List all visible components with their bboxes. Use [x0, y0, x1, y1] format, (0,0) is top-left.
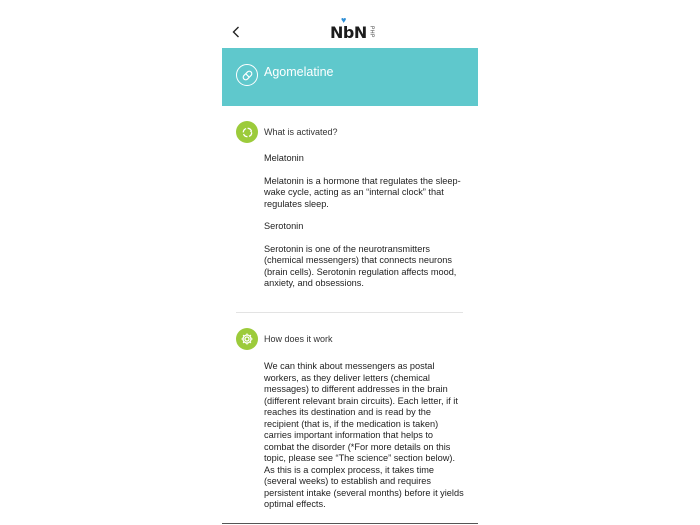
section-body-activated — [264, 153, 464, 301]
section-header-how — [236, 328, 333, 350]
drug-title: Agomelatine — [264, 65, 334, 79]
paragraph-melatonin: Melatonin is a hormone that regulates the sleep-wake cycle, acting as an “internal clock” that regulates sleep. — [264, 175, 461, 209]
app-screen — [222, 0, 478, 525]
section-body-how — [264, 361, 464, 522]
app-logo — [330, 15, 375, 42]
gear-icon — [236, 328, 258, 350]
section-title-how: How does it work — [264, 334, 333, 344]
heart-icon: ♥ — [341, 15, 347, 25]
drug-banner — [222, 48, 478, 106]
paragraph-how: We can think about messengers as postal workers, as they deliver letters (chemical messages) to different addresses in the brain (different relevant brain circuits). Each letter, if it reaches its destination and is read by the recipient (that is, if the medication is taken) carries important information that helps to combat the disorder (*For more details on this topic, please see “The science” section below). As this is a complex process, it takes time (several weeks) to establish and requires persistent intake (several months) before it yields optimal effects. — [264, 361, 464, 509]
back-button[interactable] — [228, 22, 244, 42]
bottom-edge — [222, 523, 478, 524]
logo-text: NbN — [330, 22, 367, 42]
section-header-activated — [236, 121, 338, 143]
top-bar — [222, 0, 478, 48]
paragraph-serotonin: Serotonin is one of the neurotransmitters (chemical messengers) that connects neurons (brain cells). Serotonin regulation affects mood, anxiety, and obsessions. — [264, 243, 457, 288]
subheading-melatonin: Melatonin — [264, 153, 304, 163]
chevron-left-icon — [232, 26, 240, 38]
subheading-serotonin: Serotonin — [264, 221, 304, 231]
pill-icon — [236, 64, 258, 86]
cycle-icon — [236, 121, 258, 143]
section-title-activated: What is activated? — [264, 127, 338, 137]
logo-subtext: PHP — [368, 26, 375, 38]
section-divider — [236, 312, 463, 313]
